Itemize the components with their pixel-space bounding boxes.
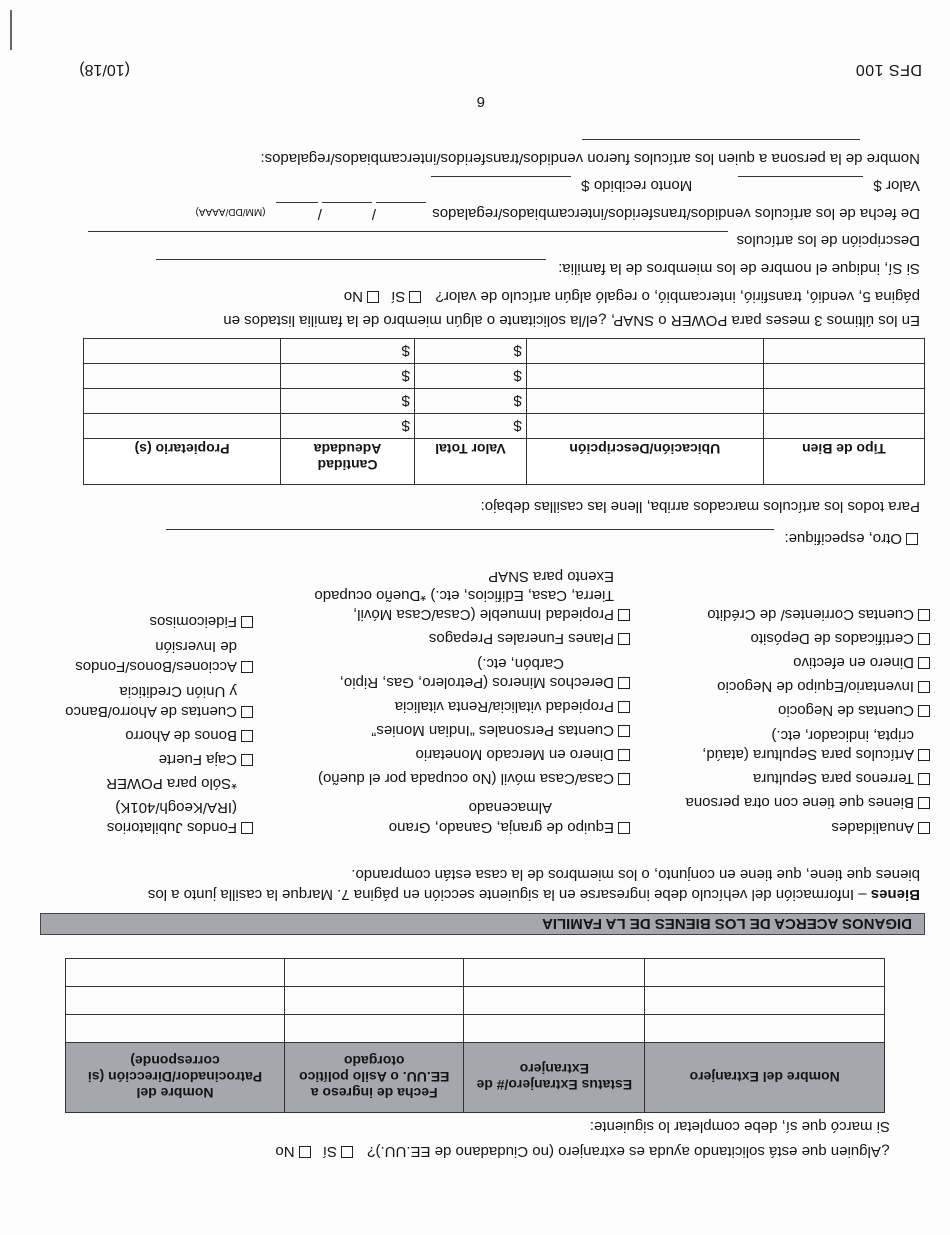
asset-option-label: Bonos de Ahorro (125, 727, 237, 744)
asset-option-label: Planes Funerales Prepagos (428, 630, 614, 647)
asset-option-label: Certificados de Depósito (750, 630, 914, 647)
otro-input[interactable] (166, 529, 774, 530)
bienes-label: Bienes (870, 886, 920, 903)
checkbox[interactable] (618, 701, 630, 713)
transfer-value-row (431, 176, 920, 194)
asset-option-continuation: cripta, indicador, etc.) (771, 727, 914, 744)
asset-option[interactable] (389, 818, 632, 836)
asset-cell-owner[interactable] (84, 339, 281, 364)
asset-option-label: Casa/Casa móvil (No ocupada por el dueño) (318, 770, 614, 787)
transfer-description-label: Descripción de los artículos (736, 232, 920, 249)
alien-no-checkbox[interactable] (299, 1146, 311, 1158)
checkbox[interactable] (618, 749, 630, 761)
asset-cell-value[interactable]: $ (415, 364, 527, 389)
checkbox[interactable] (241, 822, 253, 834)
alien-row (66, 987, 885, 1015)
transfer-date-row: De fecha de los artículos vendidos/transferidos/intercambiados/regalados // (MM/DD/AAAA) (196, 202, 920, 222)
checkbox[interactable] (918, 705, 930, 717)
asset-option[interactable] (65, 702, 255, 720)
transfer-names-label: Si Sí, indique el nombre de los miembros de la familia: (558, 260, 920, 277)
transfer-value-input[interactable] (738, 176, 863, 177)
transfer-person-input[interactable] (582, 139, 860, 141)
asset-col-owed: Cantidad Adeudada (281, 439, 415, 485)
transfer-names-row (156, 259, 920, 277)
asset-option[interactable] (702, 745, 932, 763)
checkbox[interactable] (918, 633, 930, 645)
asset-option[interactable] (107, 818, 255, 836)
asset-row (84, 339, 925, 364)
checkbox[interactable] (918, 773, 930, 785)
asset-option-continuation: (IRA/Keogh/401K) (115, 799, 237, 816)
alien-col-date: Fecha de ingreso a EE.UU. o Asilo político otorgado (285, 1043, 464, 1113)
transfer-description-input[interactable] (88, 231, 728, 232)
checkbox[interactable] (618, 773, 630, 785)
asset-cell-owner[interactable] (84, 389, 281, 414)
asset-option[interactable] (753, 769, 932, 787)
asset-col-type: Tipo de Bien (763, 439, 924, 485)
checkbox[interactable] (241, 706, 253, 718)
form-revision: (10/18) (79, 61, 130, 78)
asset-cell-owed[interactable]: $ (281, 414, 415, 439)
asset-option-label: Dinero en efectivo (793, 654, 914, 671)
checkbox[interactable] (618, 822, 630, 834)
alien-table (65, 958, 885, 1113)
checkbox[interactable] (918, 749, 930, 761)
transfer-question-text: página 5, vendió, transfirió, intercambió, o regaló algún artículo de valor? (435, 288, 920, 305)
alien-yes-label: Sí (322, 1143, 337, 1160)
alien-yes-checkbox[interactable] (341, 1146, 353, 1158)
transfer-question-line1: En los últimos 3 meses para POWER o SNAP, ¿el/la solicitante o algún miembro de la familia listados en (223, 312, 920, 329)
asset-option[interactable] (717, 677, 932, 695)
asset-option-label: Dinero en Mercado Monetario (415, 746, 614, 763)
asset-table-instruction: Para todos los artículos marcados arriba, llene las casillas debajo: (480, 498, 920, 515)
transfer-value-label: Valor $ (873, 177, 920, 194)
asset-option-label: Fondos Jubilatorios (106, 819, 237, 836)
transfer-date-month[interactable] (376, 202, 426, 203)
asset-option[interactable] (75, 657, 255, 675)
asset-option-continuation: Almacenado (468, 799, 552, 816)
asset-row (84, 364, 925, 389)
transfer-yes-label: Sí (391, 288, 406, 305)
transfer-date-day[interactable] (322, 202, 372, 203)
checkbox[interactable] (918, 681, 930, 693)
asset-option-label: Bienes que tiene con otra persona (685, 794, 914, 811)
asset-table (83, 338, 925, 485)
transfer-no-checkbox[interactable] (367, 291, 379, 303)
alien-cell-date[interactable] (285, 959, 464, 987)
asset-option[interactable] (686, 793, 933, 811)
asset-option-label: Equipo de granja, Ganado, Grano (388, 819, 614, 836)
asset-option[interactable] (751, 629, 932, 647)
transfer-date-label: De fecha de los artículos vendidos/transferidos/intercambiados/regalados (432, 205, 920, 222)
asset-option[interactable] (353, 605, 632, 623)
asset-option[interactable] (149, 612, 255, 630)
asset-option[interactable] (371, 721, 632, 739)
checkbox[interactable] (241, 661, 253, 673)
alien-instruction: Si marcó que sí, debe completar lo siguiente: (589, 1118, 890, 1135)
asset-cell-location[interactable] (526, 364, 763, 389)
bienes-intro-line1: – Información del vehículo debe ingresarse en la siguiente sección en página 7. Marque la casilla junto a los (147, 886, 871, 903)
alien-col-name: Nombre del Extranjero (645, 1043, 885, 1113)
checkbox[interactable] (918, 609, 930, 621)
asset-option-label: Derechos Mineros (Petrolero, Gas, Ripio, (339, 674, 614, 691)
asset-option-label: Inventario/Equipo de Negocio (717, 678, 914, 695)
asset-cell-value[interactable]: $ (415, 339, 527, 364)
section-header: DIGANOS ACERCA DE LOS BIENES DE LA FAMILIA (40, 913, 925, 935)
asset-cell-type[interactable] (763, 339, 924, 364)
asset-option-label: Anualidades (831, 819, 914, 836)
alien-cell-status[interactable] (464, 959, 645, 987)
asset-option-continuation: *Sólo para POWER (106, 775, 237, 792)
asset-option[interactable] (125, 726, 255, 744)
asset-option-label: Propiedad vitalicia/Renta vitalicia (394, 698, 614, 715)
asset-cell-value[interactable]: $ (415, 414, 527, 439)
asset-cell-value[interactable]: $ (415, 389, 527, 414)
asset-option-otro[interactable] (166, 529, 920, 547)
asset-col-value: Valor Total (415, 439, 527, 485)
checkbox[interactable] (618, 677, 630, 689)
form-id: DFS 100 (855, 61, 922, 78)
asset-option-label: Propiedad Inmueble (Casa/Casa Móvil, (353, 606, 614, 623)
asset-option-label: Acciones/Bonos/Fondos (75, 658, 237, 675)
checkbox[interactable] (906, 533, 918, 545)
alien-cell-name[interactable] (645, 959, 885, 987)
asset-option-label: Fideicomisos (149, 613, 237, 630)
scan-edge-mark (10, 10, 12, 50)
asset-option-label: Terrenos para Sepultura (753, 770, 914, 787)
asset-option-continuation: Exento para SNAP (488, 568, 614, 585)
asset-cell-owed[interactable]: $ (281, 364, 415, 389)
asset-option[interactable] (793, 653, 932, 671)
asset-cell-location[interactable] (526, 414, 763, 439)
transfer-description-row (88, 231, 920, 249)
asset-option[interactable] (416, 745, 632, 763)
asset-option-label: Cuentas Personales “Indian Monies” (371, 722, 614, 739)
page-number: 6 (476, 93, 485, 110)
checkbox[interactable] (241, 754, 253, 766)
transfer-date-year[interactable] (276, 202, 318, 203)
asset-col-owner: Propietario (s) (84, 439, 281, 485)
asset-option-label: Cuentas de Ahorro/Banco (65, 703, 237, 720)
asset-option[interactable] (318, 769, 632, 787)
transfer-received-input[interactable] (431, 176, 571, 177)
asset-cell-owner[interactable] (84, 414, 281, 439)
asset-option[interactable] (778, 701, 932, 719)
asset-option-continuation: y Unión Crediticia (119, 683, 237, 700)
alien-cell-status[interactable] (464, 1015, 645, 1043)
asset-cell-type[interactable] (763, 414, 924, 439)
checkbox[interactable] (918, 822, 930, 834)
checkbox[interactable] (618, 609, 630, 621)
asset-cell-owed[interactable]: $ (281, 389, 415, 414)
alien-row (66, 1015, 885, 1043)
alien-col-status: Estatus Extranjero/# de Extranjero (464, 1043, 645, 1113)
asset-option-label: Cuentas de Negocio (778, 702, 914, 719)
asset-cell-location[interactable] (526, 389, 763, 414)
asset-option-label: Cuentas Corrientes/ de Crédito (707, 606, 914, 623)
transfer-person-label: Nombre de la persona a quien los artículos fueron vendidos/transferidos/intercambiados/regalados: (260, 150, 920, 167)
checkbox[interactable] (241, 616, 253, 628)
alien-cell-status[interactable] (464, 987, 645, 1015)
asset-row (84, 389, 925, 414)
transfer-no-label: No (343, 288, 364, 305)
alien-cell-date[interactable] (285, 1015, 464, 1043)
alien-cell-sponsor[interactable] (66, 959, 285, 987)
asset-option-label: Artículos para Sepultura (ataúd, (702, 746, 914, 763)
transfer-date-format: (MM/DD/AAAA) (195, 206, 266, 217)
alien-cell-date[interactable] (285, 987, 464, 1015)
alien-no-label: No (275, 1143, 295, 1160)
checkbox[interactable] (918, 657, 930, 669)
transfer-question-line2 (344, 287, 920, 305)
alien-cell-sponsor[interactable] (66, 987, 285, 1015)
bienes-intro (148, 885, 920, 903)
otro-label: Otro, especifique: (784, 530, 902, 547)
asset-option-continuation: de Inversión (155, 638, 237, 655)
alien-col-sponsor: Nombre del Patrocinador/Dirección (si corresponde) (66, 1043, 285, 1113)
bienes-intro-line2: bienes que tiene, que tiene en conjunto, o los miembros de la casa están comprando. (351, 866, 920, 883)
alien-question (275, 1142, 890, 1160)
asset-cell-type[interactable] (763, 364, 924, 389)
asset-col-location: Ubicación/Descripción (526, 439, 763, 485)
asset-option-label: Caja Fuerte (158, 751, 237, 768)
checkbox[interactable] (618, 633, 630, 645)
asset-option[interactable] (340, 673, 632, 691)
transfer-names-input[interactable] (156, 259, 546, 260)
alien-cell-name[interactable] (645, 1015, 885, 1043)
checkbox[interactable] (618, 725, 630, 737)
asset-cell-owed[interactable]: $ (281, 339, 415, 364)
asset-option[interactable] (429, 629, 632, 647)
checkbox[interactable] (241, 730, 253, 742)
asset-option[interactable] (395, 697, 632, 715)
asset-option-continuation: Tierra, Casa, Edificios, etc.) *Dueño ocupado (314, 587, 614, 604)
alien-cell-sponsor[interactable] (66, 1015, 285, 1043)
asset-option[interactable] (831, 818, 932, 836)
transfer-yes-checkbox[interactable] (409, 291, 421, 303)
transfer-received-label: Monto recibido $ (581, 177, 693, 194)
asset-row (84, 414, 925, 439)
asset-option-continuation: Carbón, etc.) (477, 655, 564, 672)
checkbox[interactable] (918, 797, 930, 809)
alien-question-text: ¿Alguien que está solicitando ayuda es extranjero (no Ciudadano de EE.UU.)? (367, 1143, 890, 1160)
asset-cell-type[interactable] (763, 389, 924, 414)
asset-option[interactable] (707, 605, 932, 623)
alien-row (66, 959, 885, 987)
asset-cell-location[interactable] (526, 339, 763, 364)
asset-option[interactable] (159, 750, 255, 768)
asset-cell-owner[interactable] (84, 364, 281, 389)
alien-cell-name[interactable] (645, 987, 885, 1015)
